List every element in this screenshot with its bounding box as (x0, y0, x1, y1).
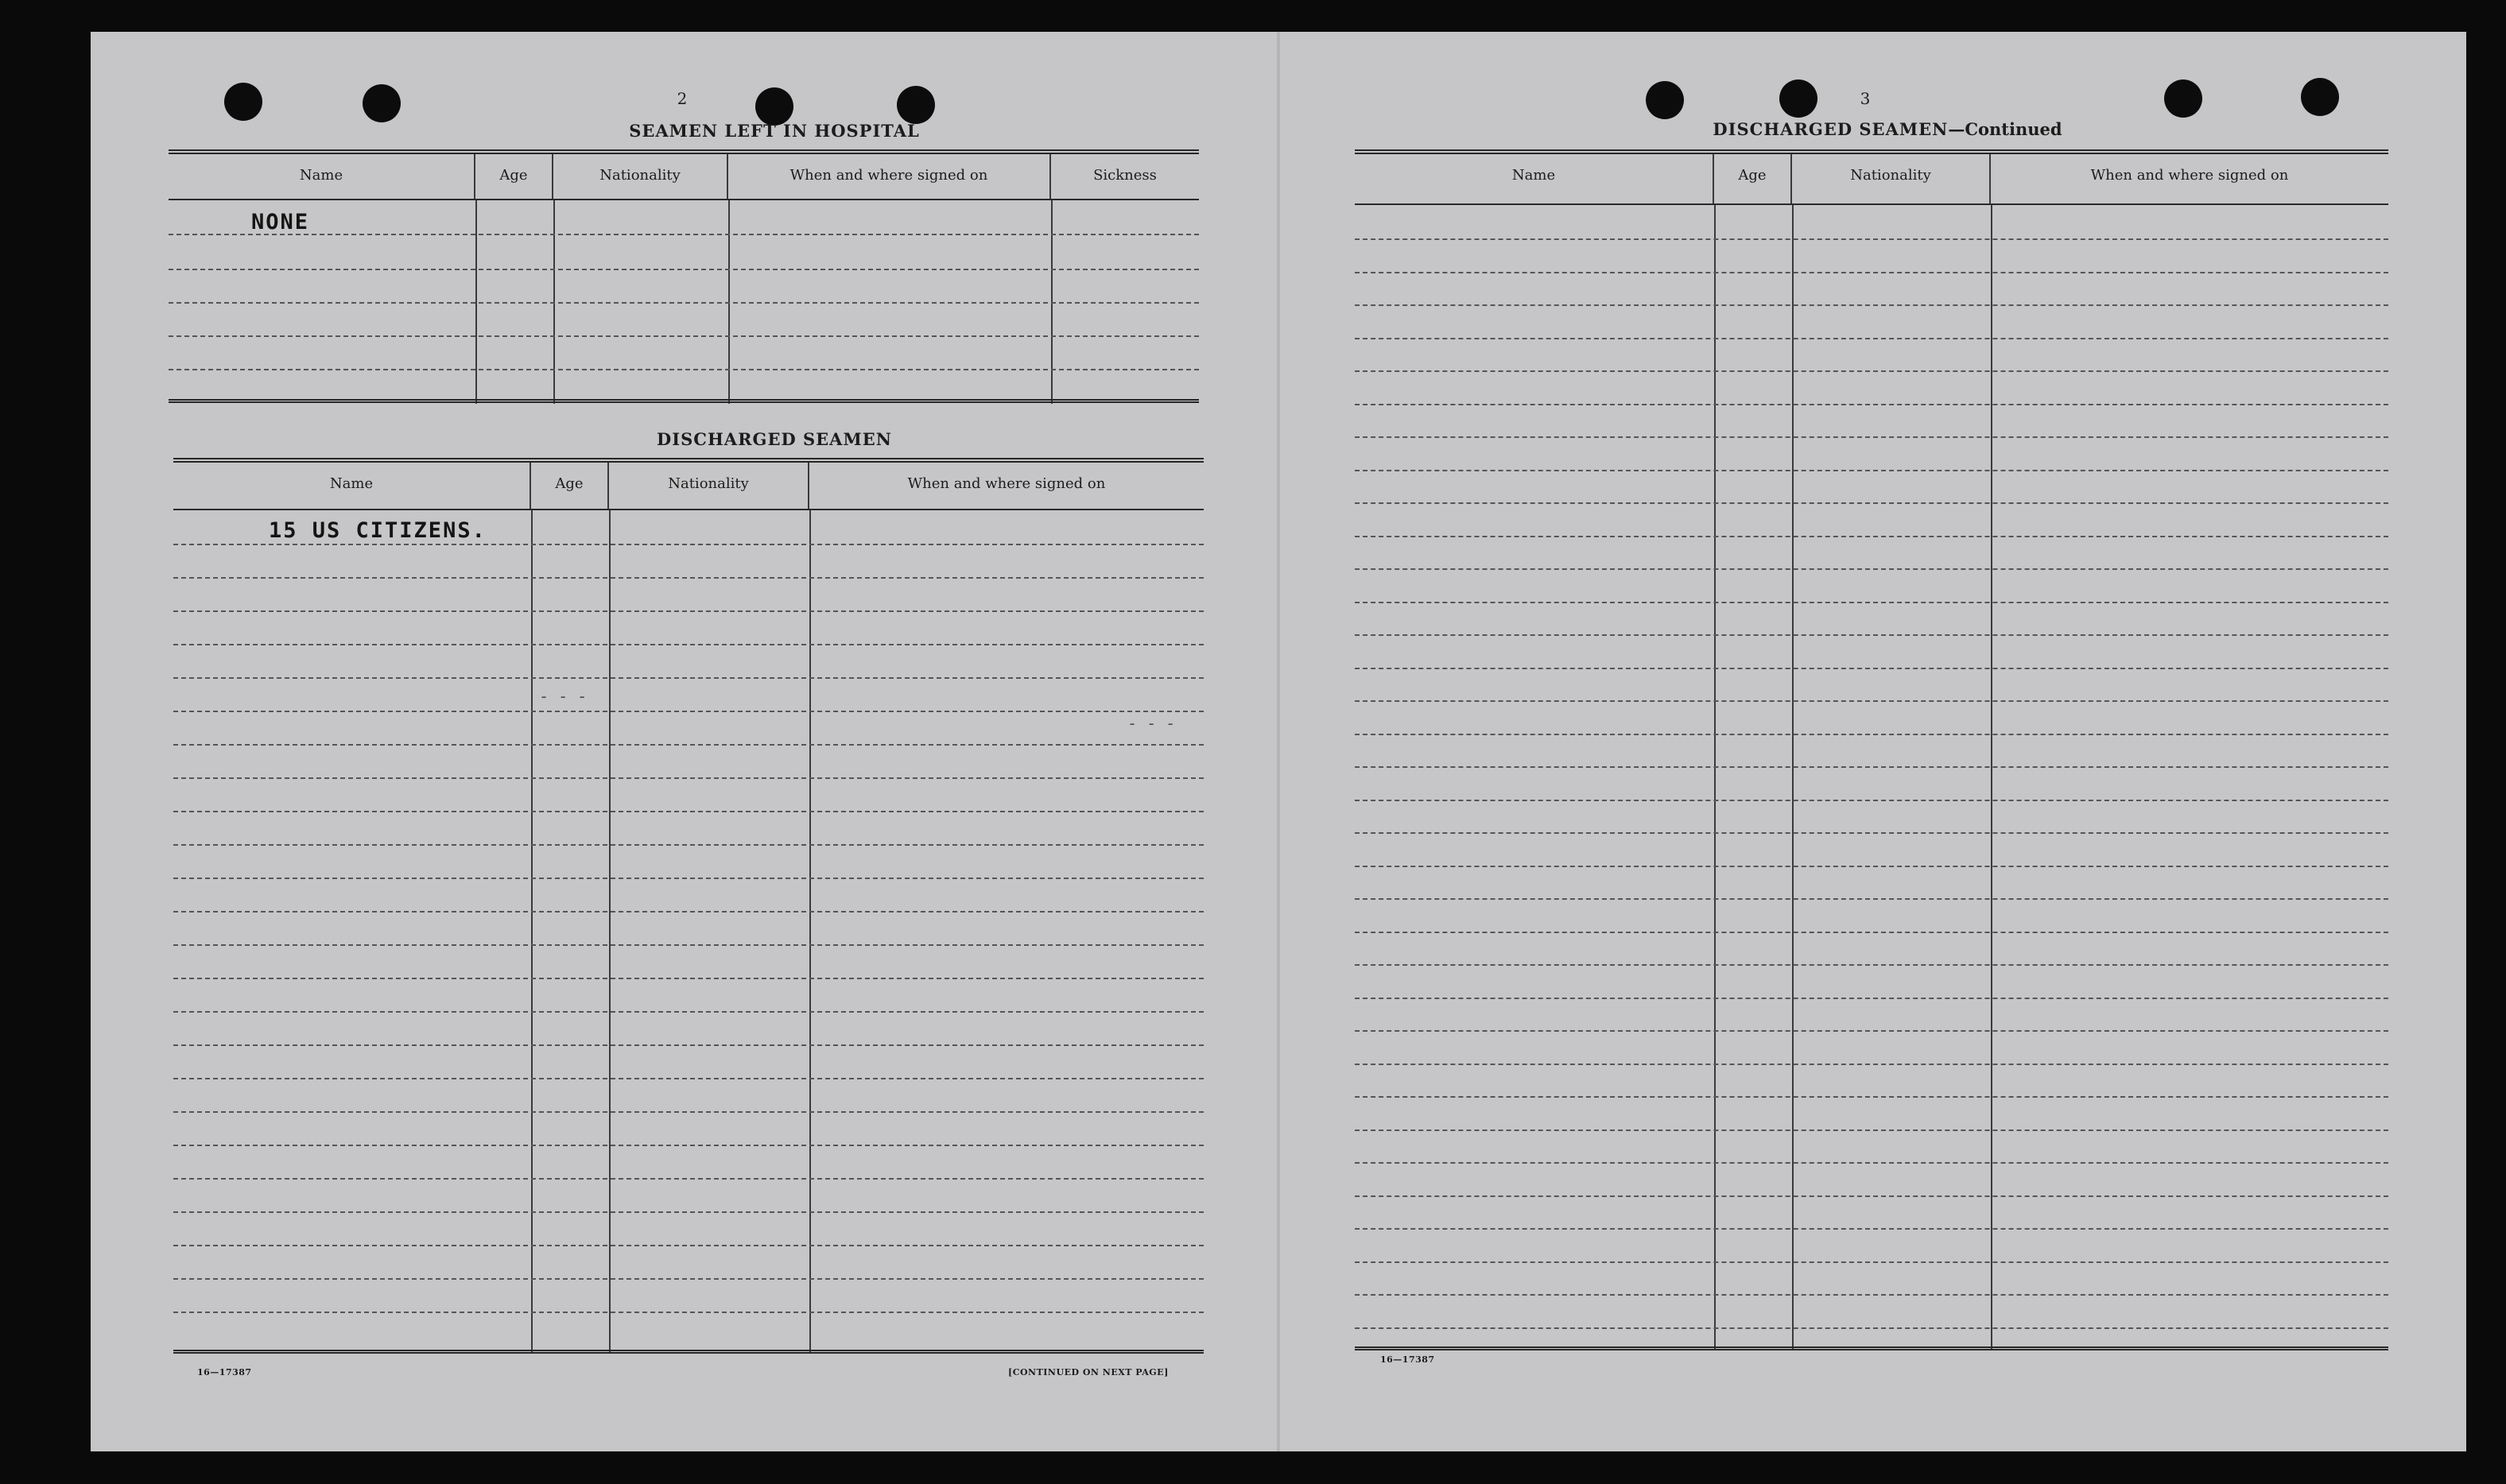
ruled-line (1355, 404, 2388, 405)
ruled-line (1355, 502, 2388, 504)
center-fold (1277, 32, 1280, 1451)
col-header-name: Name (1355, 154, 1714, 203)
discharged-table-left (173, 458, 1204, 1393)
ruled-line (1355, 634, 2388, 636)
ruled-line (173, 944, 1204, 946)
ruled-line (1355, 800, 2388, 801)
punch-hole (2301, 78, 2339, 116)
col-header-signed-on: When and where signed on (907, 475, 1106, 492)
hospital-table (169, 149, 1199, 417)
ruled-line (1355, 866, 2388, 867)
discharged-section-title: DISCHARGED SEAMEN (657, 429, 892, 449)
ruled-line (173, 711, 1204, 712)
ruled-line (173, 1245, 1204, 1246)
ruled-line (173, 610, 1204, 612)
discharged-continued-title-main: DISCHARGED SEAMEN (1713, 119, 1949, 139)
ruled-line (173, 577, 1204, 579)
discharged-table-body-left (173, 510, 1204, 1353)
ruled-line (173, 978, 1204, 979)
ruled-line (1355, 1195, 2388, 1197)
hospital-table-header (169, 154, 1199, 200)
punch-hole (897, 86, 935, 124)
page-number-left: 2 (677, 89, 688, 108)
ruled-line (1355, 734, 2388, 735)
col-header-name: Name (173, 463, 531, 509)
ruled-line (1355, 1228, 2388, 1230)
punch-hole (1779, 79, 1817, 118)
col-header-nationality: Nationality (1792, 154, 1991, 203)
ruled-line (173, 1145, 1204, 1146)
discharged-table-right (1355, 149, 2388, 1370)
col-header-signed-on: When and where signed on (728, 154, 1051, 199)
ruled-line (173, 644, 1204, 645)
continued-note: [CONTINUED ON NEXT PAGE] (1008, 1367, 1169, 1377)
faint-mark: - - - (1127, 714, 1176, 733)
ruled-line (1355, 1064, 2388, 1065)
ruled-line (1355, 536, 2388, 537)
ruled-line (1355, 370, 2388, 372)
ruled-line (173, 911, 1204, 912)
ruled-line (1355, 898, 2388, 900)
punch-hole (224, 83, 262, 121)
ruled-line (173, 1111, 1204, 1113)
form-number-right: 16—17387 (1380, 1354, 1435, 1365)
ruled-line (173, 878, 1204, 879)
col-header-age: Age (1714, 154, 1792, 203)
discharged-table-header (173, 463, 1204, 510)
ruled-line (1355, 436, 2388, 438)
discharged-entry-name: 15 US CITIZENS. (269, 518, 487, 543)
ruled-line (173, 811, 1204, 812)
ruled-line (1355, 1294, 2388, 1296)
ruled-line (173, 744, 1204, 746)
ruled-line (1355, 602, 2388, 603)
form-number-left: 16—17387 (197, 1367, 252, 1377)
ruled-line (1355, 470, 2388, 471)
hospital-table-body (169, 200, 1199, 404)
punch-hole (363, 84, 401, 122)
col-header-age: Age (531, 463, 609, 509)
ruled-line (1355, 1030, 2388, 1032)
faint-mark: - - - (539, 687, 588, 706)
hospital-entry-name: NONE (251, 210, 310, 234)
col-header-signed-on: When and where signed on (2090, 167, 2289, 184)
ruled-line (173, 844, 1204, 846)
ruled-line (173, 1044, 1204, 1046)
ruled-line (1355, 964, 2388, 966)
ruled-line (173, 1211, 1204, 1213)
punch-hole (1646, 81, 1684, 119)
ruled-line (1355, 1162, 2388, 1164)
ruled-line (173, 544, 1204, 545)
ruled-line (1355, 932, 2388, 933)
ruled-line (1355, 832, 2388, 834)
ruled-line (173, 1178, 1204, 1180)
discharged-continued-header (1355, 154, 2388, 205)
punch-hole (2164, 79, 2202, 118)
scanned-document-sheet (91, 32, 2466, 1451)
punch-hole (755, 87, 793, 126)
ruled-line (173, 1011, 1204, 1013)
ruled-line (1355, 1129, 2388, 1131)
ruled-line (1355, 1261, 2388, 1263)
hospital-section-title: SEAMEN LEFT IN HOSPITAL (629, 121, 920, 141)
col-header-nationality: Nationality (553, 154, 728, 199)
discharged-continued-title-suffix: —Continued (1948, 119, 2062, 139)
col-header-name: Name (169, 154, 475, 199)
ruled-line (1355, 766, 2388, 768)
ruled-line (173, 777, 1204, 779)
ruled-line (1355, 1096, 2388, 1098)
ruled-line (173, 677, 1204, 679)
ruled-line (1355, 238, 2388, 240)
page-number-right: 3 (1860, 89, 1871, 108)
ruled-line (1355, 700, 2388, 702)
ruled-line (1355, 272, 2388, 273)
ruled-line (173, 1278, 1204, 1280)
ruled-line (1355, 998, 2388, 999)
col-header-nationality: Nationality (609, 463, 809, 509)
discharged-continued-body (1355, 205, 2388, 1350)
ruled-line (1355, 668, 2388, 669)
ruled-line (1355, 304, 2388, 306)
ruled-line (1355, 568, 2388, 570)
col-header-age: Age (475, 154, 553, 199)
ruled-line (173, 1078, 1204, 1079)
ruled-line (1355, 338, 2388, 339)
col-header-sickness: Sickness (1093, 167, 1157, 184)
ruled-line (1355, 1327, 2388, 1329)
ruled-line (173, 1312, 1204, 1313)
discharged-continued-title (1585, 119, 2190, 139)
